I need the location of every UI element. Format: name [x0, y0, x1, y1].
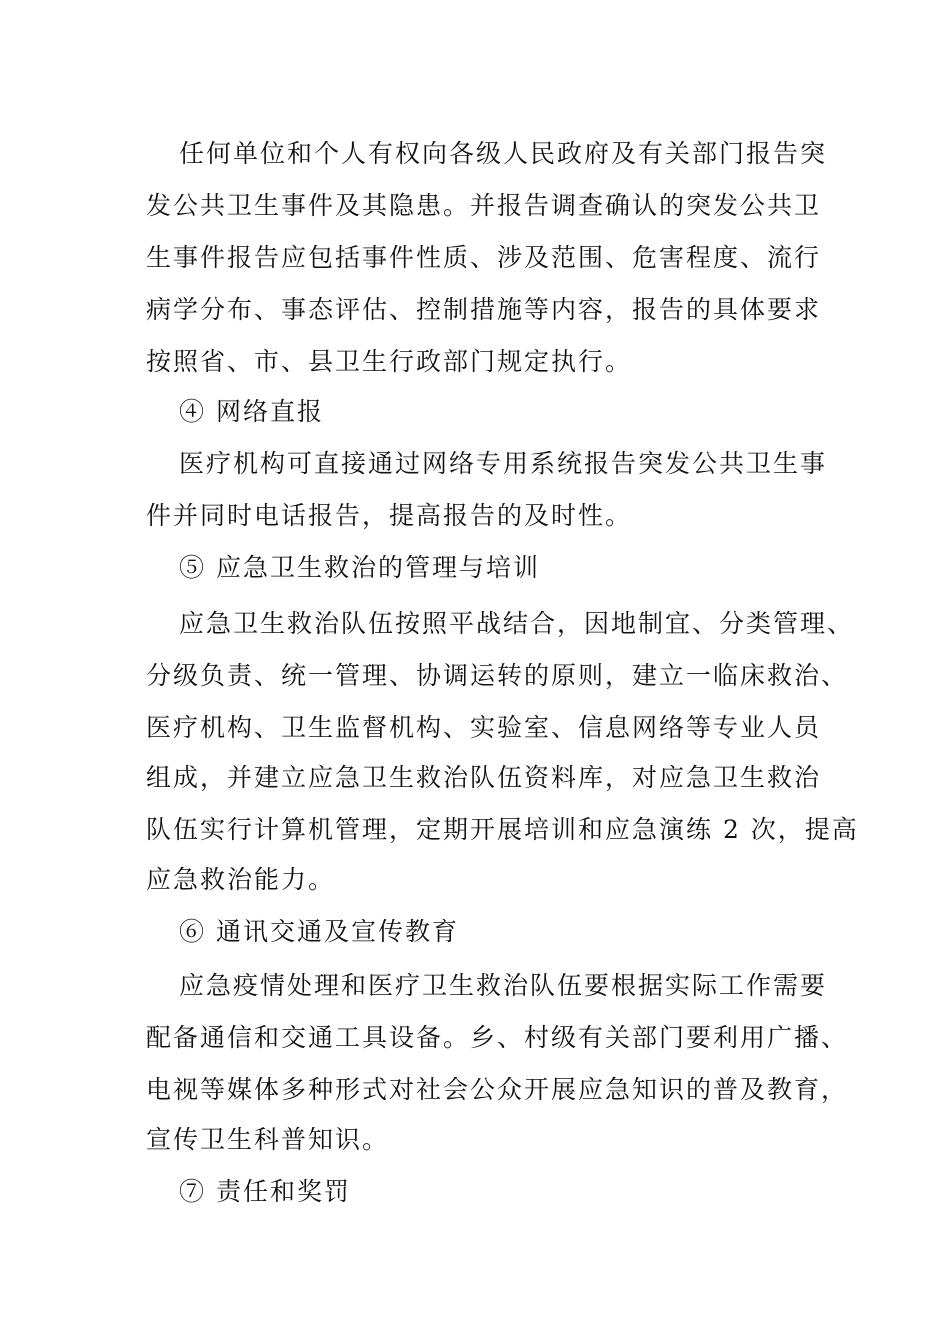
- section-heading-7: ⑦ 责任和奖罚: [179, 1177, 351, 1206]
- paragraph-line: 电视等媒体多种形式对社会公众开展应急知识的普及教育，: [146, 1075, 849, 1104]
- paragraph-line: 医疗机构可直接通过网络专用系统报告突发公共卫生事: [179, 449, 828, 478]
- paragraph-line: 按照省、市、县卫生行政部门规定执行。: [146, 347, 633, 376]
- section-heading-5: ⑤ 应急卫生救治的管理与培训: [179, 553, 540, 582]
- paragraph-line: 分级负责、统一管理、协调运转的原则，建立一临床救治、: [146, 661, 849, 690]
- paragraph-line: 件并同时电话报告，提高报告的及时性。: [146, 501, 633, 530]
- paragraph-line: 病学分布、事态评估、控制措施等内容，报告的具体要求: [146, 295, 822, 324]
- paragraph-line: 宣传卫生科普知识。: [146, 1125, 390, 1154]
- paragraph-line: 生事件报告应包括事件性质、涉及范围、危害程度、流行: [146, 243, 822, 272]
- paragraph-line: 应急卫生救治队伍按照平战结合，因地制宜、分类管理、: [179, 609, 855, 638]
- section-heading-4: ④ 网络直报: [179, 397, 324, 426]
- paragraph-line: 组成，并建立应急卫生救治队伍资料库，对应急卫生救治: [146, 763, 822, 792]
- paragraph-line: 队伍实行计算机管理，定期开展培训和应急演练 2 次，提高: [146, 815, 859, 844]
- paragraph-line: 医疗机构、卫生监督机构、实验室、信息网络等专业人员: [146, 713, 822, 742]
- paragraph-line: 配备通信和交通工具设备。乡、村级有关部门要利用广播、: [146, 1023, 849, 1052]
- paragraph-line: 发公共卫生事件及其隐患。并报告调查确认的突发公共卫: [146, 191, 822, 220]
- paragraph-line: 应急救治能力。: [146, 865, 336, 894]
- section-heading-6: ⑥ 通讯交通及宣传教育: [179, 917, 459, 946]
- paragraph-line: 应急疫情处理和医疗卫生救治队伍要根据实际工作需要: [179, 971, 828, 1000]
- paragraph-line: 任何单位和个人有权向各级人民政府及有关部门报告突: [179, 139, 828, 168]
